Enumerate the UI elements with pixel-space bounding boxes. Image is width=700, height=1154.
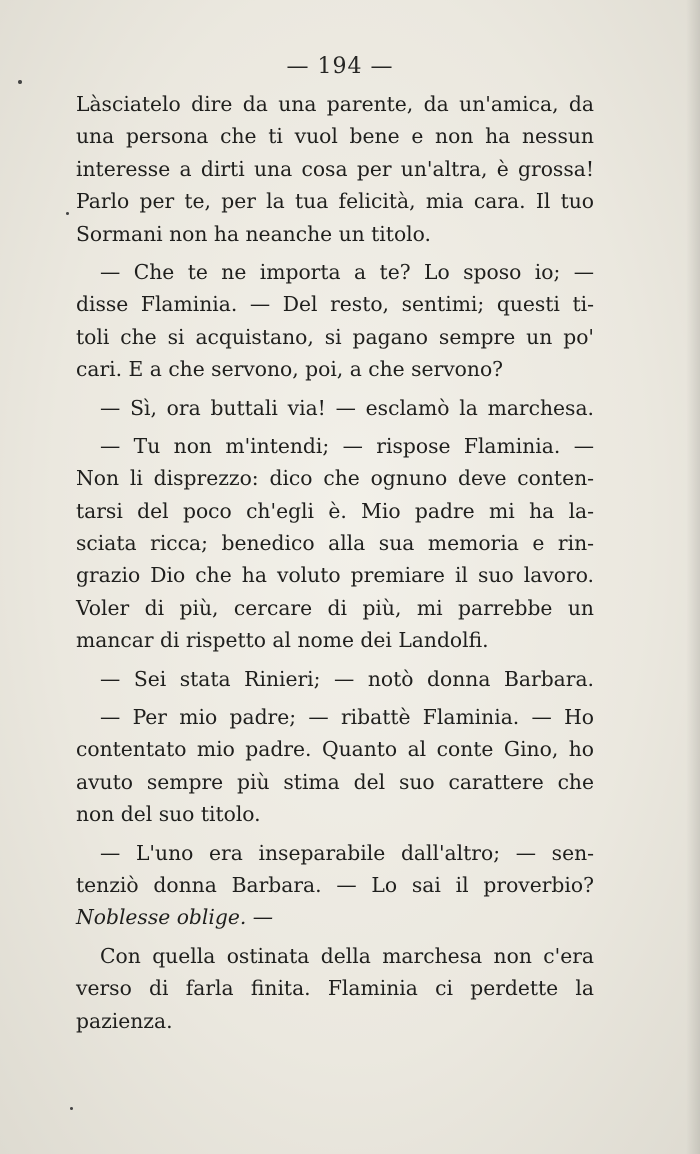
page-number: — 194 — — [286, 54, 394, 79]
text-line: Noblesse oblige. — — [76, 905, 274, 930]
paragraph — [76, 940, 594, 1037]
text-line: Con quella ostinata della marchesa non c'era — [100, 943, 594, 968]
text-line: interesse a dirti una cosa per un'altra, è grossa! — [76, 156, 594, 181]
paragraph — [76, 837, 594, 934]
paragraph — [76, 663, 594, 695]
text-line: — L'uno era inseparabile dall'altro; — sen- — [100, 840, 594, 865]
text-line: tarsi del poco ch'egli è. Mio padre mi ha la- — [76, 498, 594, 523]
text-line: tenziò donna Barbara. — Lo sai il proverbio? — [76, 872, 594, 897]
text-line: grazio Dio che ha voluto premiare il suo lavoro. — [76, 563, 594, 588]
text-line: pazienza. — [76, 1008, 173, 1033]
text-line: — Per mio padre; — ribattè Flaminia. — Ho — [100, 705, 594, 730]
text-line: disse Flaminia. — Del resto, sentimi; questi ti- — [76, 292, 594, 317]
text-line: non del suo titolo. — [76, 802, 261, 827]
paragraph — [76, 256, 594, 386]
paragraph — [76, 392, 594, 424]
text-line: cari. E a che servono, poi, a che servono? — [76, 357, 504, 382]
text-line: verso di farla finita. Flaminia ci perdette la — [76, 976, 594, 1001]
text-line: — Tu non m'intendi; — rispose Flaminia. — — [100, 433, 594, 458]
body-text — [76, 88, 594, 1037]
text-line: Voler di più, cercare di più, mi parrebbe un — [76, 595, 594, 620]
text-line: una persona che ti vuol bene e non ha nessun — [76, 124, 594, 149]
text-line: toli che si acquistano, si pagano sempre un po' — [76, 324, 594, 349]
paragraph — [76, 701, 594, 831]
text-line: — Sei stata Rinieri; — notò donna Barbara. — [100, 666, 594, 691]
text-line: Parlo per te, per la tua felicità, mia cara. Il tuo — [76, 189, 594, 214]
text-line: — Che te ne importa a te? Lo sposo io; — — [100, 259, 594, 284]
paragraph — [76, 430, 594, 657]
text-line: Làsciatelo dire da una parente, da un'amica, da — [76, 92, 594, 116]
text-line: avuto sempre più stima del suo carattere che — [76, 769, 594, 794]
ink-speck — [18, 80, 22, 84]
text-line: contentato mio padre. Quanto al conte Gino, ho — [76, 737, 594, 762]
text-line: Non li disprezzo: dico che ognuno deve conten- — [76, 466, 594, 491]
text-line: — Sì, ora buttali via! — esclamò la marchesa. — [100, 395, 594, 420]
page-edge-shadow — [686, 0, 700, 1154]
ink-speck — [66, 212, 69, 215]
text-line: mancar di rispetto al nome dei Landolfi. — [76, 628, 489, 653]
ink-speck — [70, 1107, 73, 1110]
paragraph — [76, 88, 594, 250]
text-line: sciata ricca; benedico alla sua memoria e rin- — [76, 531, 594, 556]
text-line: Sormani non ha neanche un titolo. — [76, 221, 431, 246]
